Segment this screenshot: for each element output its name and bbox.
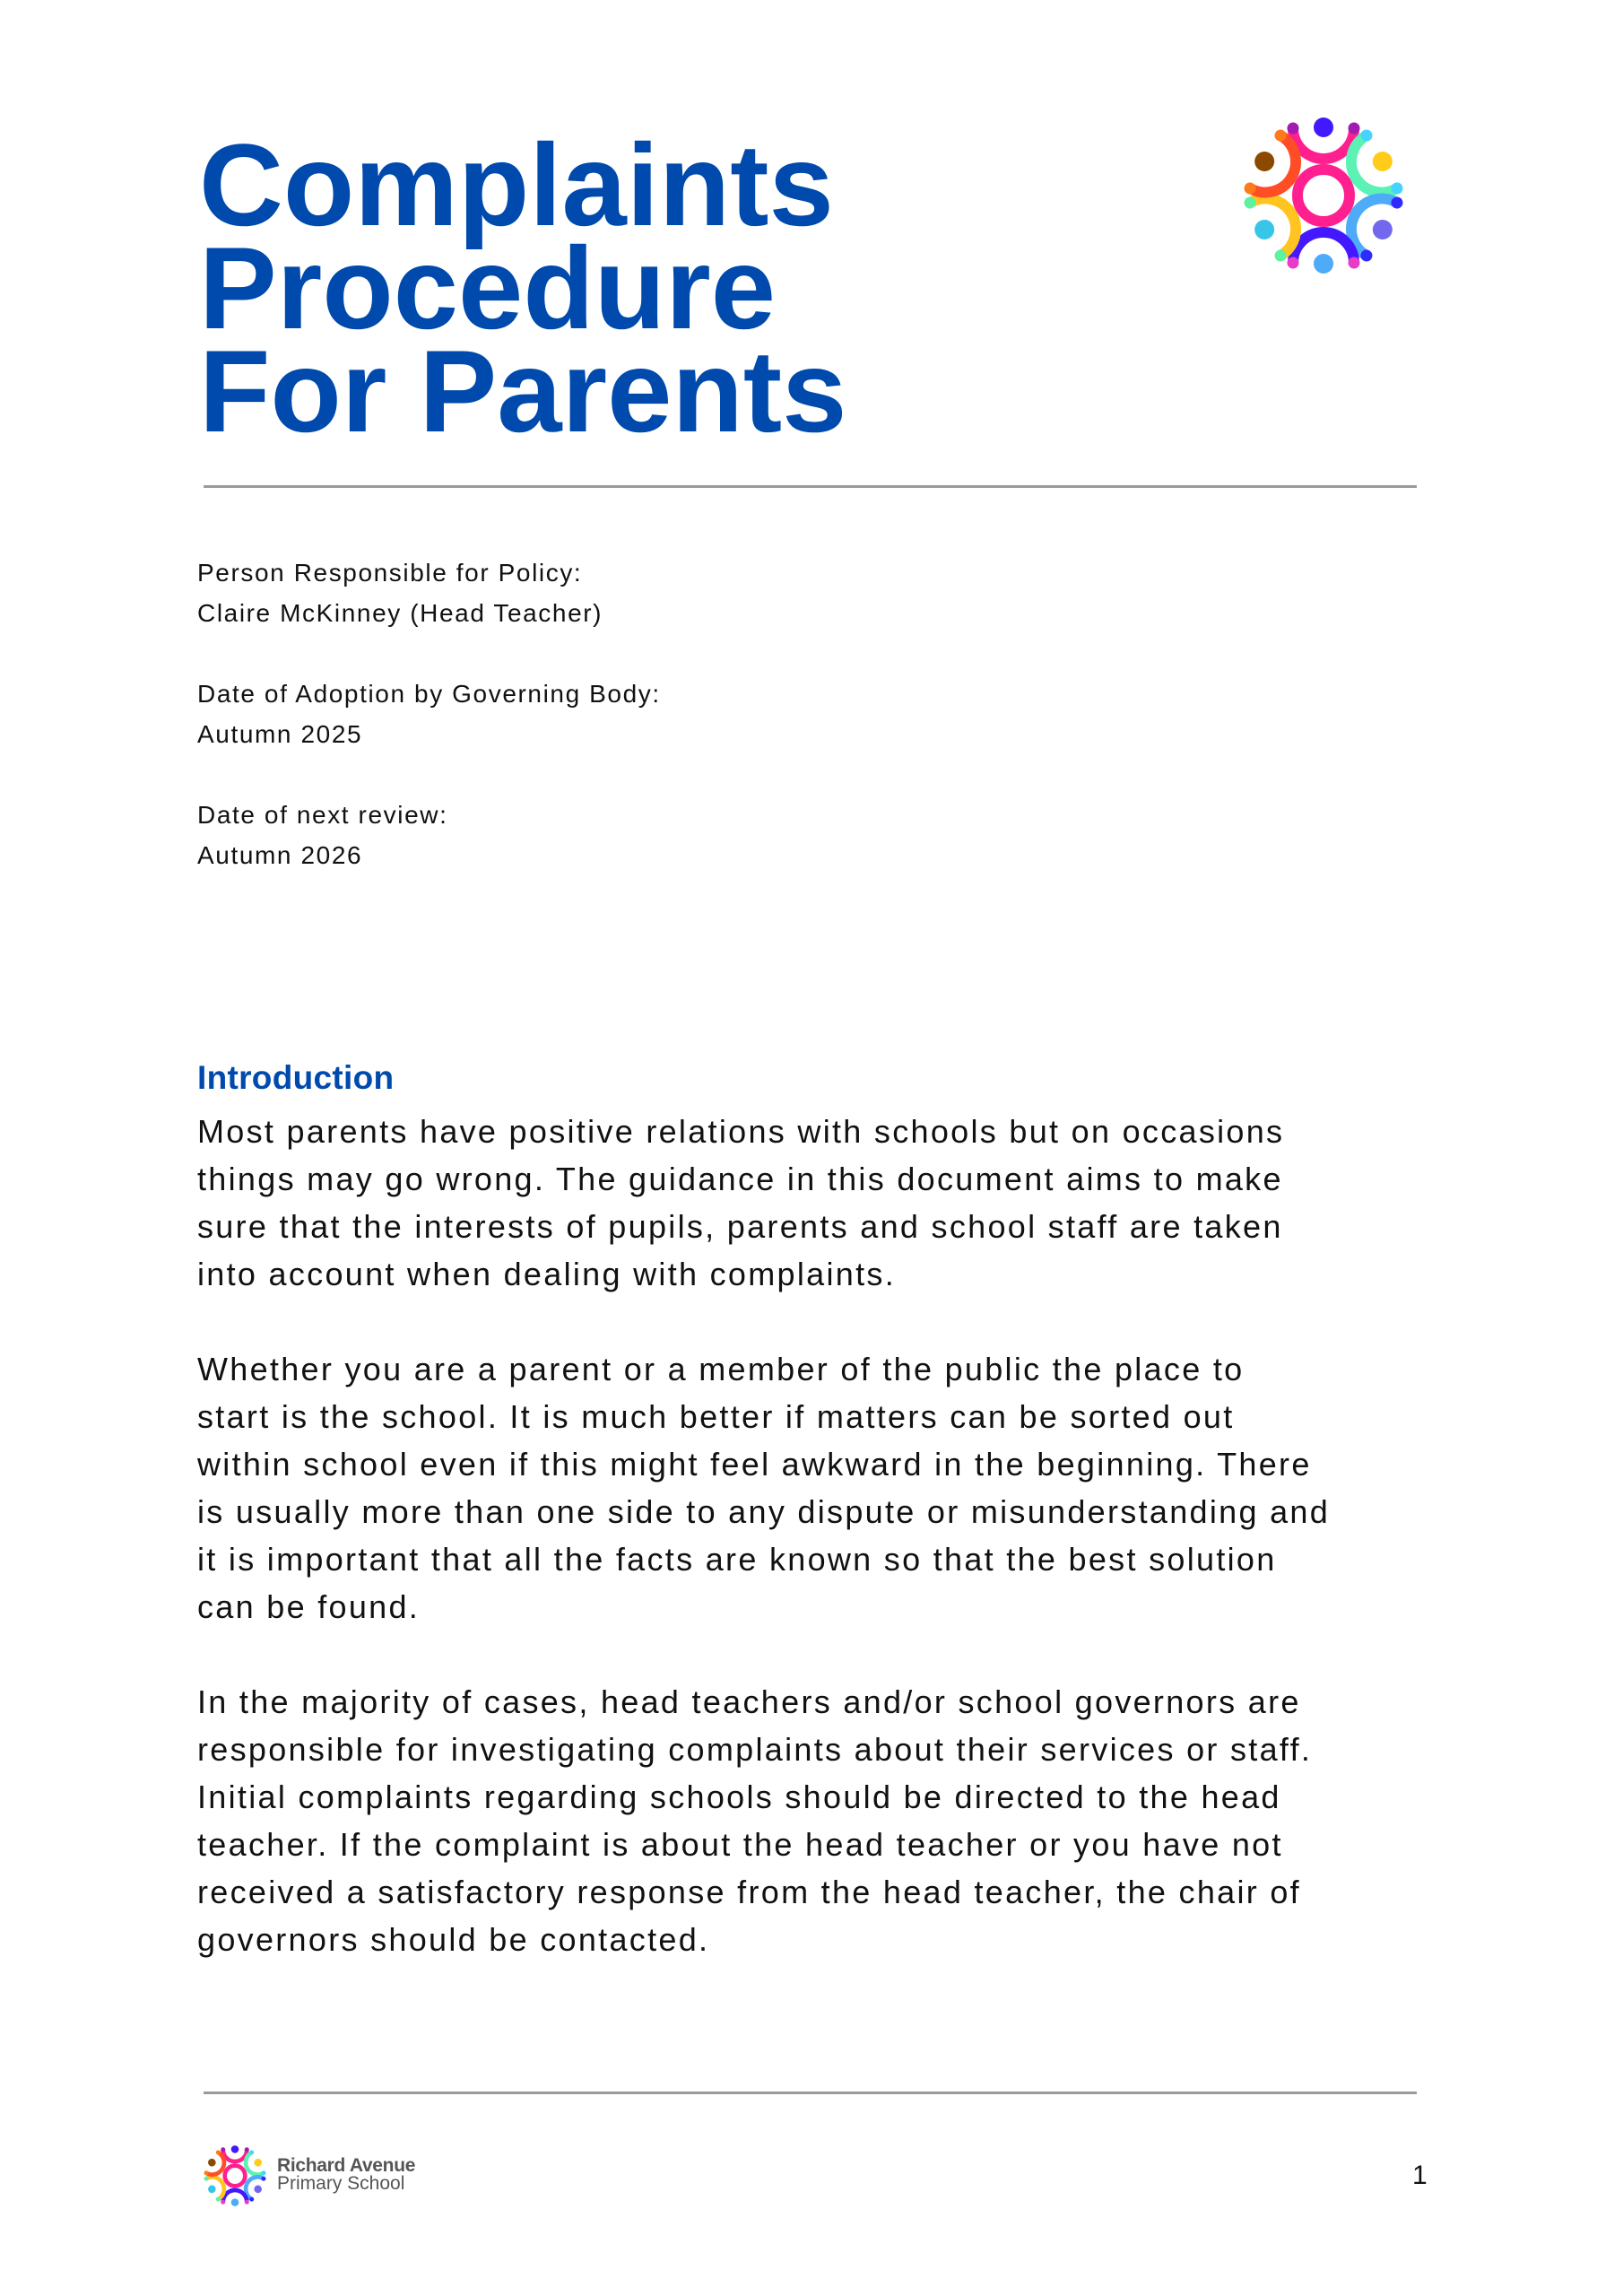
policy-meta (197, 552, 661, 875)
meta-label: Date of Adoption by Governing Body: (197, 680, 661, 708)
meta-value: Claire McKinney (Head Teacher) (197, 599, 603, 627)
text-line: Whether you are a parent or a member of the public the place to (197, 1351, 1245, 1387)
meta-label: Date of next review: (197, 801, 448, 829)
meta-value: Autumn 2026 (197, 841, 363, 869)
text-line: within school even if this might feel awkward in the beginning. There (197, 1446, 1312, 1483)
paragraph-2 (197, 1345, 1330, 1631)
text-line: Most parents have positive relations with schools but on occasions (197, 1113, 1285, 1150)
text-line: things may go wrong. The guidance in this document aims to make (197, 1161, 1283, 1197)
text-line: it is important that all the facts are known so that the best solution (197, 1541, 1277, 1578)
meta-value: Autumn 2025 (197, 720, 363, 748)
school-type: Primary School (277, 2173, 405, 2194)
footer-divider (204, 2092, 1417, 2094)
meta-person-responsible (197, 552, 661, 633)
footer-school-logo-icon (202, 2145, 269, 2206)
introduction-body (197, 1108, 1330, 1963)
section-heading-introduction: Introduction (197, 1059, 395, 1096)
text-line: sure that the interests of pupils, parents and school staff are taken (197, 1208, 1283, 1245)
text-line: can be found. (197, 1588, 421, 1625)
text-line: governors should be contacted. (197, 1921, 710, 1958)
meta-next-review (197, 795, 661, 875)
footer-school-name (277, 2157, 415, 2193)
text-line: is usually more than one side to any dispute or misunderstanding and (197, 1493, 1331, 1530)
text-line: Initial complaints regarding schools should be directed to the head (197, 1779, 1281, 1815)
meta-label: Person Responsible for Policy: (197, 559, 583, 587)
page-title-line-1: Complaints (199, 119, 834, 250)
paragraph-3 (197, 1678, 1330, 1963)
page-title-line-3: For Parents (199, 326, 847, 457)
school-name: Richard Avenue (277, 2155, 416, 2176)
text-line: into account when dealing with complaints. (197, 1256, 896, 1292)
text-line: In the majority of cases, head teachers and/or school governors are (197, 1683, 1301, 1720)
paragraph-1 (197, 1108, 1330, 1298)
page-title-line-2: Procedure (199, 222, 777, 353)
page-number: 1 (1412, 2161, 1428, 2190)
text-line: responsible for investigating complaints about their services or staff. (197, 1731, 1313, 1768)
header-divider (204, 485, 1417, 488)
meta-date-of-adoption (197, 674, 661, 754)
text-line: received a satisfactory response from the head teacher, the chair of (197, 1874, 1301, 1910)
text-line: teacher. If the complaint is about the head teacher or you have not (197, 1826, 1283, 1863)
school-logo-icon (1237, 117, 1409, 274)
text-line: start is the school. It is much better if matters can be sorted out (197, 1398, 1235, 1435)
